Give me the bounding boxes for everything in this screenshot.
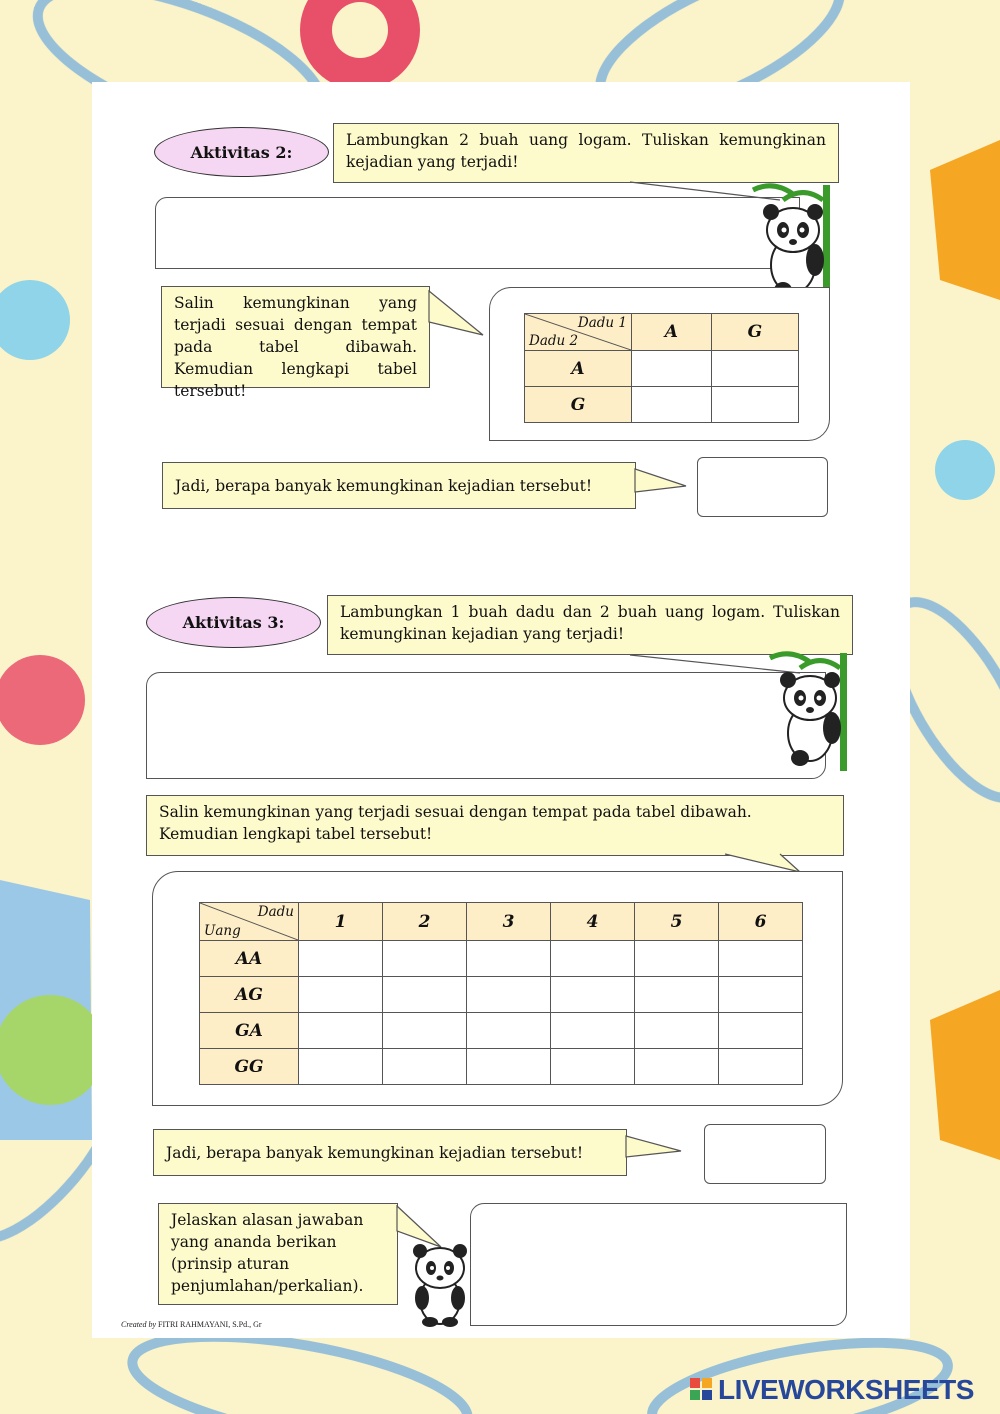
activity2-label: Aktivitas 2:	[154, 127, 329, 177]
answer-cell[interactable]	[632, 351, 712, 387]
corner-bottom-label: Uang	[204, 923, 241, 939]
row-header: AG	[200, 977, 299, 1013]
activity2-question: Jadi, berapa banyak kemungkinan kejadian tersebut!	[162, 462, 636, 509]
answer-cell[interactable]	[383, 941, 467, 977]
column-header: 5	[635, 903, 719, 941]
activity3-explain-note: Jelaskan alasan jawaban yang ananda berikan (prinsip aturan penjumlahan/perkalian).	[158, 1203, 398, 1305]
activity2-copy-note: Salin kemungkinan yang terjadi sesuai dengan tempat pada tabel dibawah. Kemudian lengkapi tabel tersebut!	[161, 286, 430, 388]
answer-cell[interactable]	[551, 941, 635, 977]
activity2-answer-box[interactable]	[155, 197, 800, 269]
answer-cell[interactable]	[551, 1049, 635, 1085]
answer-cell[interactable]	[635, 941, 719, 977]
activity3-answer-box[interactable]	[146, 672, 826, 779]
activity2-instruction: Lambungkan 2 buah uang logam. Tuliskan kemungkinan kejadian yang terjadi!	[333, 123, 839, 183]
answer-cell[interactable]	[467, 941, 551, 977]
column-header: G	[711, 314, 798, 351]
credit-prefix: Created by	[121, 1320, 157, 1329]
answer-cell[interactable]	[635, 1013, 719, 1049]
activity3-table	[199, 902, 803, 1085]
credit-line	[121, 1320, 262, 1329]
activity3-copy-note: Salin kemungkinan yang terjadi sesuai dengan tempat pada tabel dibawah. Kemudian lengkapi tabel tersebut!	[146, 795, 844, 856]
row-header: GA	[200, 1013, 299, 1049]
row-header: GG	[200, 1049, 299, 1085]
liveworksheets-logo[interactable]	[690, 1372, 990, 1408]
corner-top-label: Dadu	[257, 904, 294, 920]
answer-cell[interactable]	[467, 977, 551, 1013]
answer-cell[interactable]	[383, 977, 467, 1013]
row-header: A	[525, 351, 632, 387]
callout-tail	[625, 1133, 685, 1163]
brand-name: LIVEWORKSHEETS	[718, 1374, 974, 1405]
activity2-table	[524, 313, 799, 423]
activity3-instruction: Lambungkan 1 buah dadu dan 2 buah uang logam. Tuliskan kemungkinan kejadian yang terjadi!	[327, 595, 853, 655]
activity3-question: Jadi, berapa banyak kemungkinan kejadian tersebut!	[153, 1129, 627, 1176]
answer-cell[interactable]	[299, 941, 383, 977]
answer-cell[interactable]	[467, 1013, 551, 1049]
column-header: 1	[299, 903, 383, 941]
answer-cell[interactable]	[299, 977, 383, 1013]
panda-icon	[408, 1238, 472, 1328]
credit-name: FITRI RAHMAYANI, S.Pd., Gr	[158, 1320, 262, 1329]
table-corner-cell	[525, 314, 632, 351]
column-header: 2	[383, 903, 467, 941]
panda-icon	[760, 648, 860, 773]
answer-cell[interactable]	[551, 1013, 635, 1049]
answer-cell[interactable]	[719, 1013, 803, 1049]
answer-cell[interactable]	[635, 977, 719, 1013]
answer-cell[interactable]	[635, 1049, 719, 1085]
answer-cell[interactable]	[719, 977, 803, 1013]
activity2-count-answer[interactable]	[697, 457, 828, 517]
activity3-label: Aktivitas 3:	[146, 597, 321, 648]
column-header: 6	[719, 903, 803, 941]
explanation-answer-box[interactable]	[470, 1203, 847, 1326]
answer-cell[interactable]	[299, 1013, 383, 1049]
answer-cell[interactable]	[719, 941, 803, 977]
column-header: 4	[551, 903, 635, 941]
corner-bottom-label: Dadu 2	[529, 333, 579, 349]
liveworksheets-icon	[690, 1378, 714, 1402]
column-header: 3	[467, 903, 551, 941]
answer-cell[interactable]	[711, 351, 798, 387]
table-corner-cell	[200, 903, 299, 941]
answer-cell[interactable]	[383, 1013, 467, 1049]
activity3-count-answer[interactable]	[704, 1124, 826, 1184]
answer-cell[interactable]	[719, 1049, 803, 1085]
column-header: A	[632, 314, 712, 351]
answer-cell[interactable]	[711, 387, 798, 423]
row-header: G	[525, 387, 632, 423]
answer-cell[interactable]	[632, 387, 712, 423]
corner-top-label: Dadu 1	[577, 315, 627, 331]
row-header: AA	[200, 941, 299, 977]
answer-cell[interactable]	[551, 977, 635, 1013]
answer-cell[interactable]	[467, 1049, 551, 1085]
answer-cell[interactable]	[383, 1049, 467, 1085]
answer-cell[interactable]	[299, 1049, 383, 1085]
callout-tail	[428, 290, 488, 340]
callout-tail	[634, 466, 690, 496]
